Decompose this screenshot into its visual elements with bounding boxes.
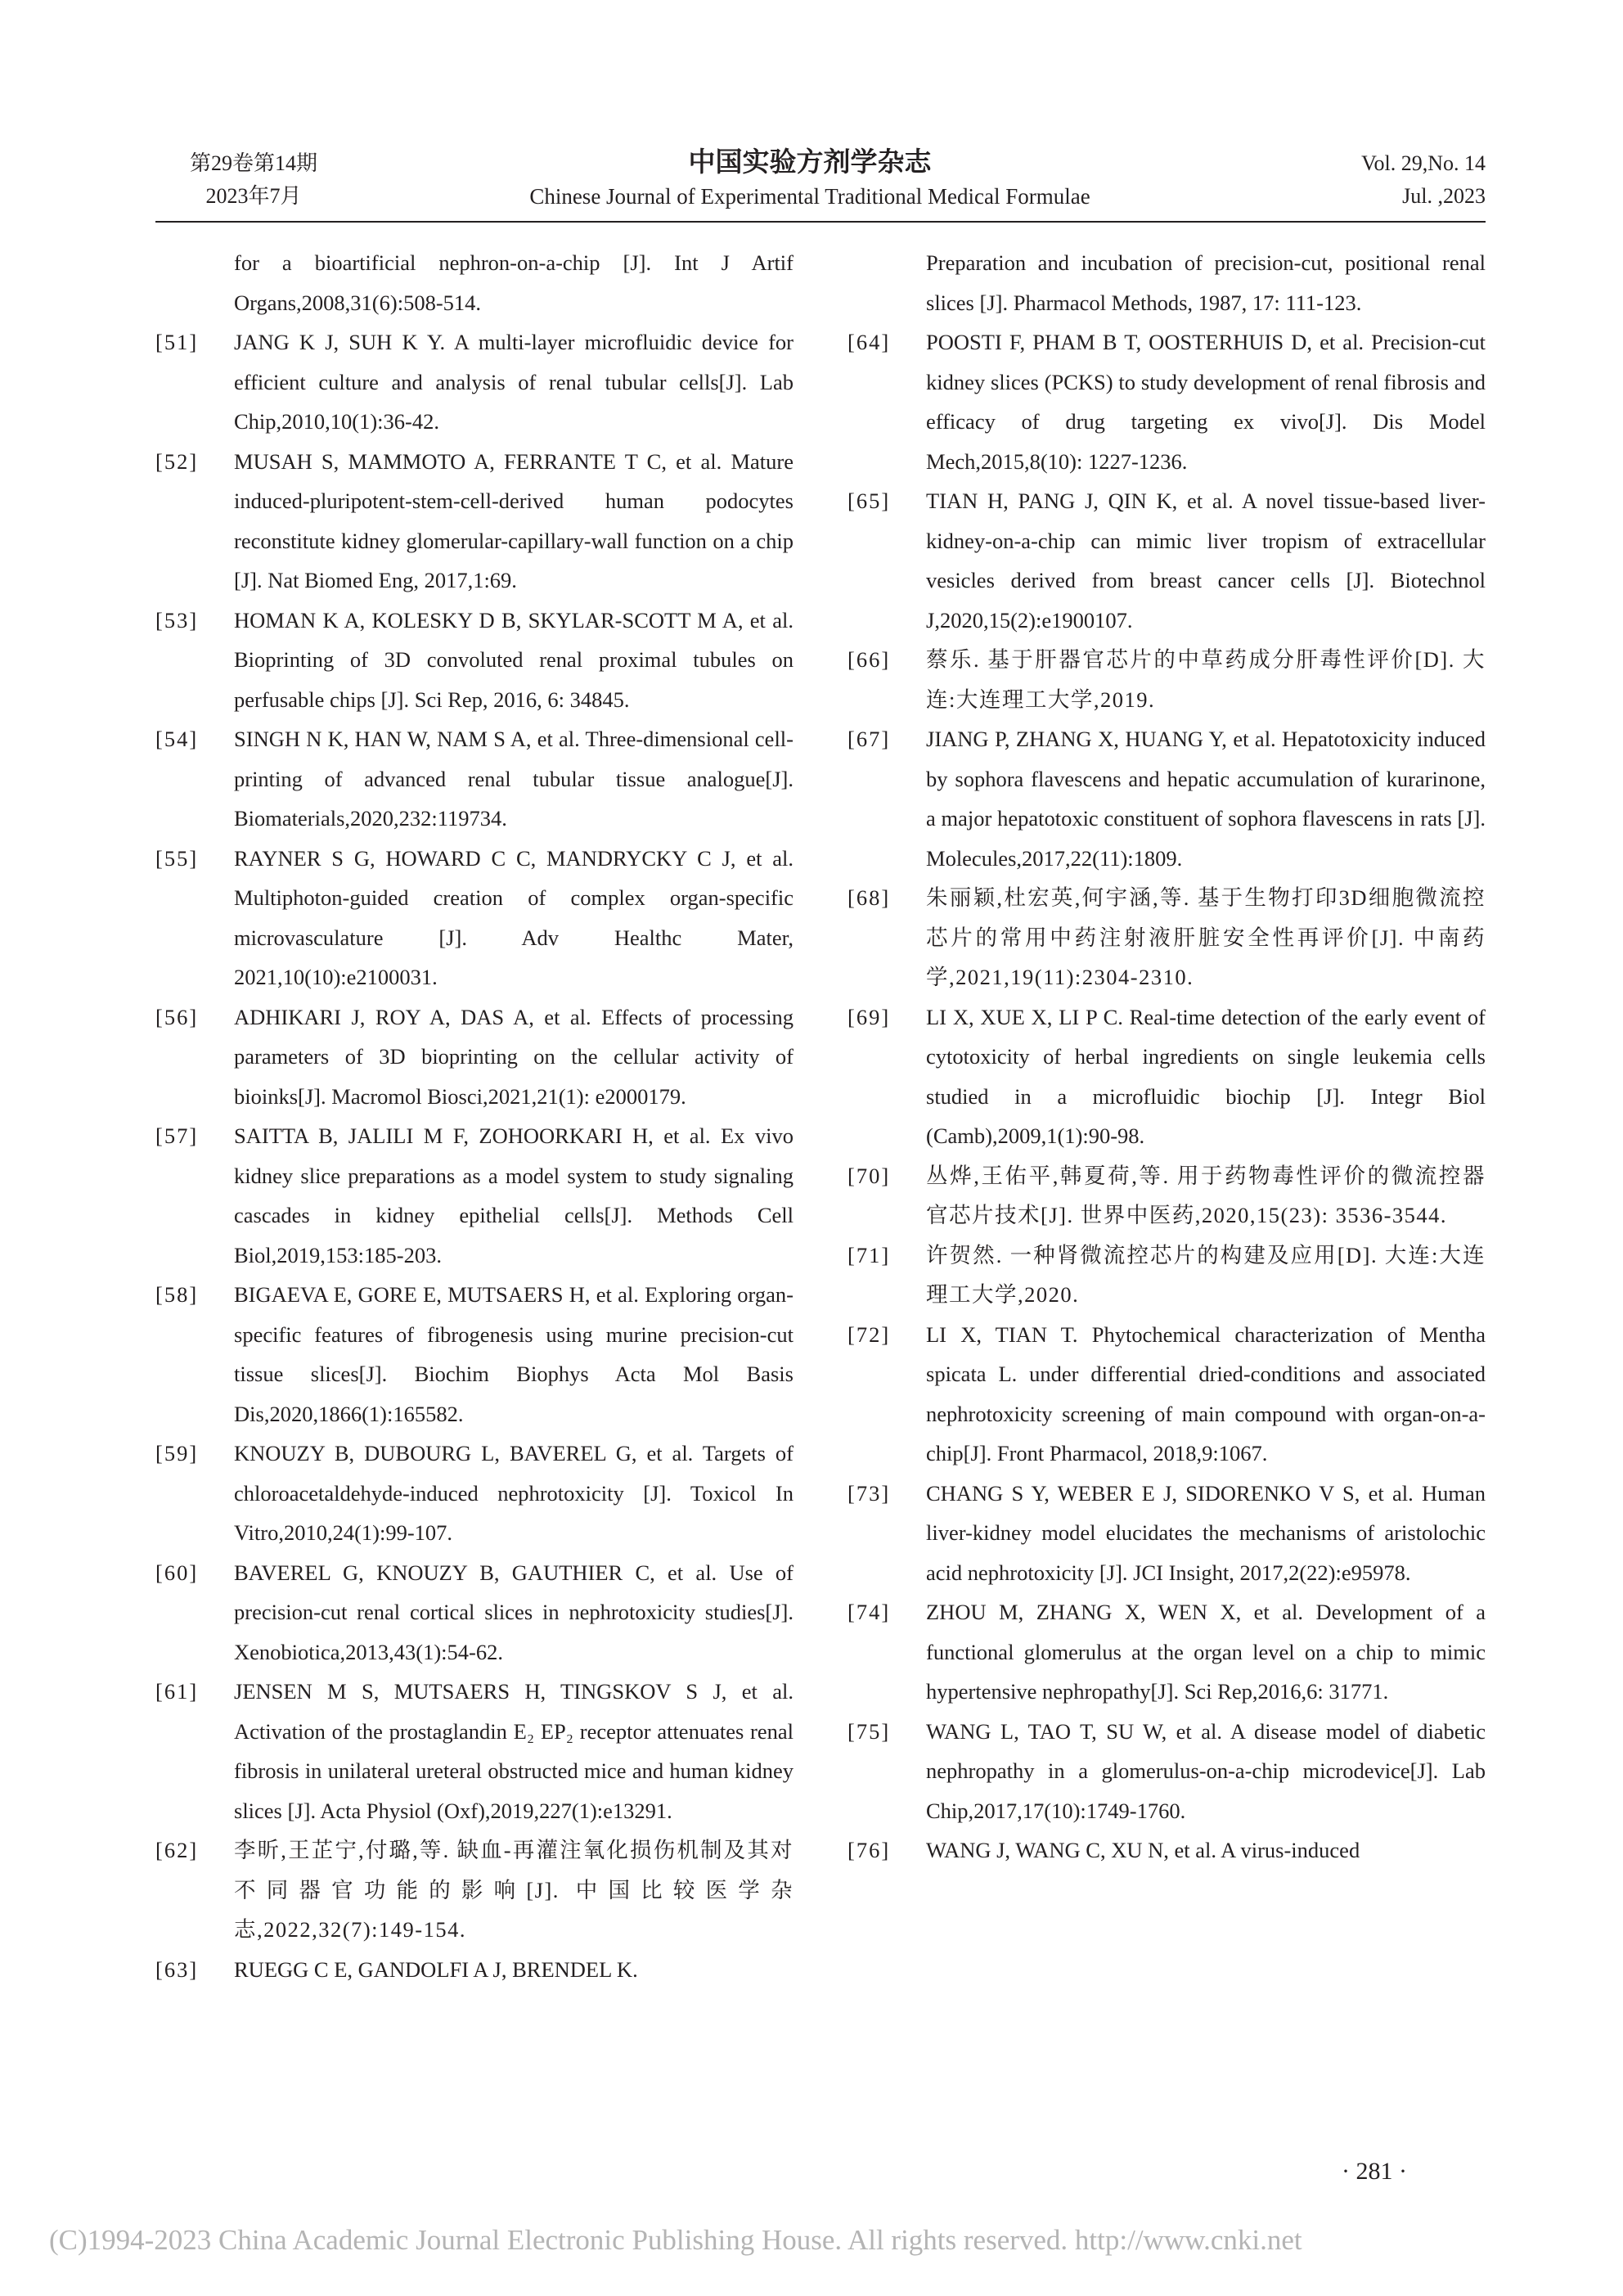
date-cn: 2023年7月 [205,184,302,208]
reference-number: [62] [155,1838,199,1862]
header-left [155,147,352,213]
reference-number: [65] [847,488,891,513]
reference-text: RUEGG C E, GANDOLFI A J, BRENDEL K. [234,1956,638,1982]
reference-text: ZHOU M, ZHANG X, WEN X, et al. Development of a functional glomerulus at the organ level on a chip to mimic hypertensive nephropathy[J]. Sci Rep,2016,6: 31771. [926,1600,1486,1704]
header-center [442,144,1178,213]
reference-number: [76] [847,1838,891,1862]
reference-number: [74] [847,1600,891,1624]
reference-item [155,1830,794,1950]
reference-text: 朱丽颖,杜宏英,何宇涵,等. 基于生物打印3D细胞微流控芯片的常用中药注射液肝脏安全性再评价[J]. 中南药学,2021,19(11):2304-2310. [926,885,1486,989]
reference-item [155,719,794,839]
reference-number: [66] [847,647,891,672]
reference-text: CHANG S Y, WEBER E J, SIDORENKO V S, et al. Human liver-kidney model elucidates the mechanisms of aristolochic acid nephrotoxicity [J]. JCI Insight, 2017,2(22):e95978. [926,1480,1486,1585]
reference-item [155,1116,794,1275]
reference-item [155,601,794,720]
reference-number: [54] [155,727,199,751]
reference-text: RAYNER S G, HOWARD C C, MANDRYCKY C J, et al. Multiphoton-guided creation of complex organ-specific microvasculature [J]. Adv Healthc Mater, 2021,10(10):e2100031. [234,845,794,989]
reference-number: [60] [155,1560,199,1585]
volume-issue-cn: 第29卷第14期 [189,151,317,175]
reference-number: [61] [155,1679,199,1704]
reference-text: 蔡乐. 基于肝器官芯片的中草药成分肝毒性评价[D]. 大连:大连理工大学,2019. [926,647,1486,712]
reference-text: JIANG P, ZHANG X, HUANG Y, et al. Hepatotoxicity induced by sophora flavescens and hepatic accumulation of kurarinone, a major hepatotoxic constituent of sophora flavescens in rats [J]. Molecules,2017,22(11):1809. [926,727,1486,871]
reference-text: SAITTA B, JALILI M F, ZOHOORKARI H, et al. Ex vivo kidney slice preparations as a model system to study signaling cascades in kidney epithelial cells[J]. Methods Cell Biol,2019,153:185-203. [234,1123,794,1267]
date-en: Jul. ,2023 [1402,184,1486,208]
reference-item [847,640,1486,719]
reference-item [155,1950,794,1990]
reference-number: [52] [155,448,199,474]
reference-text: HOMAN K A, KOLESKY D B, SKYLAR-SCOTT M A, et al. Bioprinting of 3D convoluted renal proximal tubules on perfusable chips [J]. Sci Rep, 2016, 6: 34845. [234,607,794,712]
reference-text: BIGAEVA E, GORE E, MUTSAERS H, et al. Exploring organ-specific features of fibrogenesis using murine precision-cut tissue slices[J]. Biochim Biophys Acta Mol Basis Dis,2020,1866(1):165582. [234,1282,794,1426]
reference-column-left [155,243,794,1989]
reference-item [155,1275,794,1434]
reference-item [847,243,1486,322]
reference-number: [63] [155,1956,199,1982]
reference-text: 丛烨,王佑平,韩夏荷,等. 用于药物毒性评价的微流控器官芯片技术[J]. 世界中医药,2020,15(23): 3536-3544. [926,1163,1486,1227]
reference-text: BAVEREL G, KNOUZY B, GAUTHIER C, et al. Use of precision-cut renal cortical slices in nephrotoxicity studies[J]. Xenobiotica,2013,43(1):54-62. [234,1560,794,1664]
reference-number: [69] [847,1004,891,1029]
reference-item [155,997,794,1117]
reference-item [847,1156,1486,1236]
reference-text: LI X, XUE X, LI P C. Real-time detection of the early event of cytotoxicity of herbal ingredients on single leukemia cells studied in a microfluidic biochip [J]. Integr Biol (Camb),2009,1(1):90-98. [926,1004,1486,1148]
reference-number: [72] [847,1321,891,1347]
reference-text: JENSEN M S, MUTSAERS H, TINGSKOV S J, et al. Activation of the prostaglandin E₂ EP₂ receptor attenuates renal fibrosis in unilateral ureteral obstructed mice and human kidney slices [J]. Acta Physiol (Oxf),2019,227(1):e13291. [234,1679,794,1823]
volume-issue-en: Vol. 29,No. 14 [1361,151,1486,175]
reference-item [847,1236,1486,1315]
reference-number: [73] [847,1480,891,1506]
reference-text: WANG J, WANG C, XU N, et al. A virus-induced [926,1838,1360,1862]
reference-item [847,719,1486,878]
reference-text: Preparation and incubation of precision-cut, positional renal slices [J]. Pharmacol Methods, 1987, 17: 111-123. [926,250,1486,315]
reference-number: [55] [155,845,199,871]
header-right [1289,147,1486,213]
reference-text: SINGH N K, HAN W, NAM S A, et al. Three-dimensional cell-printing of advanced renal tubular tissue analogue[J]. Biomaterials,2020,232:119734. [234,727,794,831]
reference-item [847,878,1486,997]
reference-number: [58] [155,1282,199,1307]
reference-number: [68] [847,885,891,910]
header-rule [155,221,1486,223]
reference-number: [53] [155,607,199,633]
reference-text: for a bioartificial nephron-on-a-chip [J]. Int J Artif Organs,2008,31(6):508-514. [234,250,794,315]
reference-number: [51] [155,330,199,354]
reference-text: LI X, TIAN T. Phytochemical characterization of Mentha spicata L. under differential dried-conditions and associated nephrotoxicity screening of main compound with organ-on-a-chip[J]. Front Pharmacol, 2018,9:1067. [926,1321,1486,1465]
reference-number: [56] [155,1004,199,1029]
reference-item [155,1434,794,1553]
reference-item [847,1474,1486,1593]
reference-item [847,322,1486,481]
reference-column-right [847,243,1486,1871]
reference-text: 李昕,王芷宁,付璐,等. 缺血-再灌注氧化损伤机制及其对不同器官功能的影响[J]. 中国比较医学杂志,2022,32(7):149-154. [234,1838,794,1942]
reference-text: MUSAH S, MAMMOTO A, FERRANTE T C, et al. Mature induced-pluripotent-stem-cell-derived human podocytes reconstitute kidney glomerular-capillary-wall function on a chip [J]. Nat Biomed Eng, 2017,1:69. [234,448,794,592]
reference-item [847,1592,1486,1712]
reference-number: [64] [847,330,891,354]
reference-number: [59] [155,1441,199,1465]
reference-text: 许贺然. 一种肾微流控芯片的构建及应用[D]. 大连:大连理工大学,2020. [926,1242,1486,1307]
reference-item [847,1712,1486,1831]
reference-number: [57] [155,1123,199,1148]
reference-item [155,442,794,601]
reference-item [847,997,1486,1156]
reference-item [155,1672,794,1830]
reference-number: [75] [847,1718,891,1744]
reference-item [155,839,794,997]
reference-item [155,322,794,442]
page-number: · 281 · [1342,2158,1407,2185]
reference-text: KNOUZY B, DUBOURG L, BAVEREL G, et al. Targets of chloroacetaldehyde-induced nephrotoxicity [J]. Toxicol In Vitro,2010,24(1):99-107. [234,1441,794,1545]
reference-text: ADHIKARI J, ROY A, DAS A, et al. Effects of processing parameters of 3D bioprinting on the cellular activity of bioinks[J]. Macromol Biosci,2021,21(1): e2000179. [234,1004,794,1109]
reference-text: POOSTI F, PHAM B T, OOSTERHUIS D, et al. Precision-cut kidney slices (PCKS) to study development of renal fibrosis and efficacy of drug targeting ex vivo[J]. Dis Model Mech,2015,8(10): 1227-1236. [926,330,1486,474]
journal-title-cn: 中国实验方剂学杂志 [688,146,932,178]
journal-title-en: Chinese Journal of Experimental Traditional Medical Formulae [529,184,1090,209]
reference-item [847,1315,1486,1474]
reference-number: [71] [847,1242,891,1267]
reference-item [847,481,1486,640]
reference-text: JANG K J, SUH K Y. A multi-layer microfluidic device for efficient culture and analysis of renal tubular cells[J]. Lab Chip,2010,10(1):36-42. [234,330,794,434]
reference-item [155,1553,794,1672]
copyright-footer: (C)1994-2023 China Academic Journal Electronic Publishing House. All rights reserved. http://www.cnki.net [49,2224,1302,2256]
reference-number: [70] [847,1163,891,1188]
reference-item [847,1830,1486,1871]
reference-text: TIAN H, PANG J, QIN K, et al. A novel tissue-based liver-kidney-on-a-chip can mimic liver tropism of extracellular vesicles derived from breast cancer cells [J]. Biotechnol J,2020,15(2):e1900107. [926,488,1486,633]
reference-number: [67] [847,727,891,751]
reference-text: WANG L, TAO T, SU W, et al. A disease model of diabetic nephropathy in a glomerulus-on-a-chip microdevice[J]. Lab Chip,2017,17(10):1749-1760. [926,1718,1486,1823]
reference-item [155,243,794,322]
